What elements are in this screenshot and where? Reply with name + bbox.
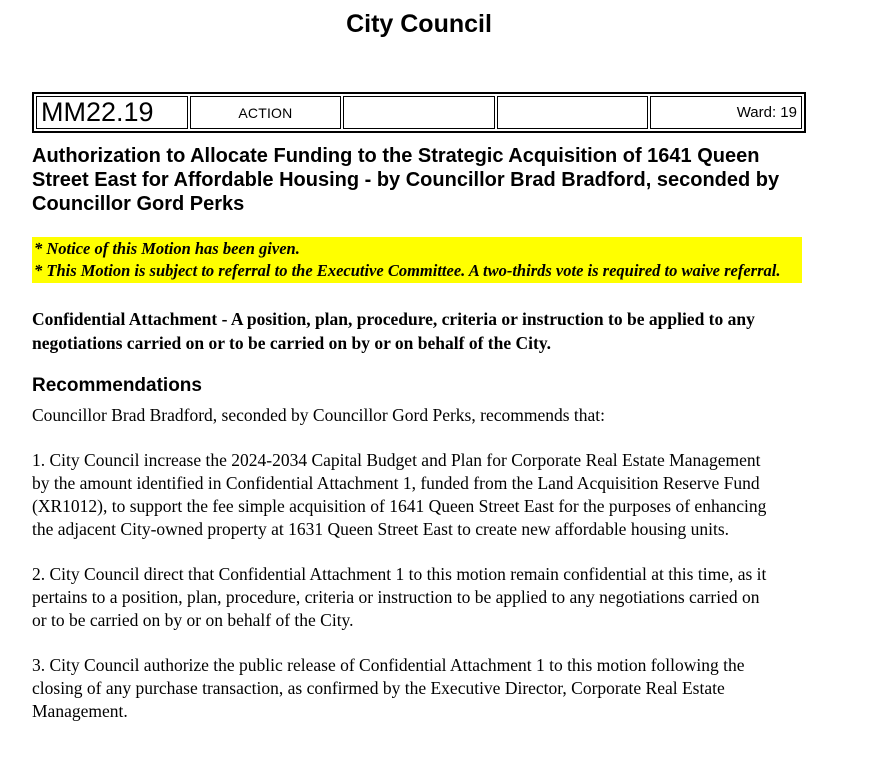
- empty-cell: [343, 96, 495, 129]
- notice-line-1: * Notice of this Motion has been given.: [34, 239, 300, 258]
- motion-title: Authorization to Allocate Funding to the Strategic Acquisition of 1641 Queen Street East for Affordable Housing - by Councillor Brad Bradford, seconded by Councillor Gord Perks: [32, 145, 780, 215]
- recommendations-heading: Recommendations: [32, 375, 202, 396]
- recommendation-item-1: 1. City Council increase the 2024-2034 Capital Budget and Plan for Corporate Real Estate Management by the amount identified in Confidential Attachment 1, funded from the Land Acquisition Reserve Fund (XR1012), to support the fee simple acquisition of 1641 Queen Street East for the purposes of enhancing the adjacent City-owned property at 1631 Queen Street East to create new affordable housing units.: [32, 450, 767, 539]
- page-title: City Council: [346, 10, 492, 38]
- notice-line-2: * This Motion is subject to referral to the Executive Committee. A two-thirds vote is required to waive referral.: [34, 261, 781, 280]
- notice-highlight-block: [32, 237, 802, 283]
- ward-cell: Ward: 19: [650, 96, 802, 129]
- confidential-attachment-note: Confidential Attachment - A position, plan, procedure, criteria or instruction to be applied to any negotiations carried on or to be carried on by or on behalf of the City.: [32, 309, 755, 353]
- empty-cell: [497, 96, 649, 129]
- recommendation-item-2: 2. City Council direct that Confidential Attachment 1 to this motion remain confidential at this time, as it pertains to a position, plan, procedure, criteria or instruction to be applied to any negotiations carried on or to be carried on by or on behalf of the City.: [32, 564, 767, 630]
- agenda-item-info-table: [32, 92, 806, 133]
- recommendations-intro: Councillor Brad Bradford, seconded by Councillor Gord Perks, recommends that:: [32, 405, 606, 425]
- table-row: [36, 96, 802, 129]
- item-type-cell: ACTION: [190, 96, 342, 129]
- recommendation-item-3: 3. City Council authorize the public release of Confidential Attachment 1 to this motion following the closing of any purchase transaction, as confirmed by the Executive Director, Corporate Real Estate Management.: [32, 655, 745, 721]
- item-number-cell: MM22.19: [36, 96, 188, 129]
